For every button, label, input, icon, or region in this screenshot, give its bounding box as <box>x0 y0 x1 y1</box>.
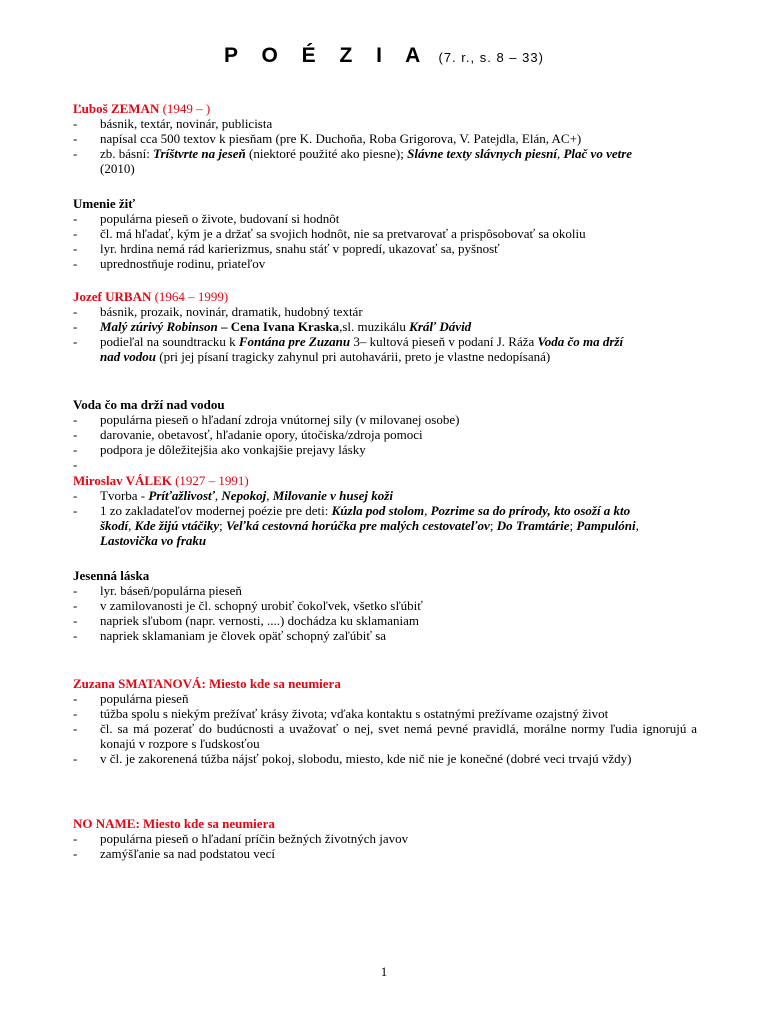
list-item: - zb. básní: Tríštvrte na jeseň (niektoré použité ako piesne); Slávne texty slávnych piesní, Plač vo vetre (2010) <box>73 146 633 176</box>
list-item: - darovanie, obetavosť, hľadanie opory, útočiska/zdroja pomoci <box>73 427 423 442</box>
author-name: Miroslav VÁLEK <box>73 473 172 488</box>
section-umenie-zit <box>73 196 697 271</box>
list-item: - lyr. hrdina nemá rád karierizmus, snahu stáť v popredí, ukazovať sa, pyšnosť <box>73 241 500 256</box>
list-item: - zamýšľanie sa nad podstatou vecí <box>73 846 275 861</box>
work-title: Milovanie v husej koži <box>272 488 393 503</box>
list-item: - v čl. je zakorenená túžba nájsť pokoj, slobodu, miesto, kde nič nie je konečné (dobré veci trvajú vždy) <box>73 751 632 766</box>
title-main: P O É Z I A <box>224 44 430 67</box>
work-title: Lastovička vo fraku <box>100 533 207 548</box>
list-item: - populárna pieseň o živote, budovaní si hodnôt <box>73 211 340 226</box>
song-heading: Zuzana SMATANOVÁ: Miesto kde sa neumiera <box>73 676 341 691</box>
section-valek <box>73 473 697 548</box>
section-zeman <box>73 101 697 176</box>
work-title: Kráľ Dávid <box>409 319 472 334</box>
author-years: (1949 – ) <box>162 101 211 116</box>
list-item: - podieľal na soundtracku k Fontána pre Zuzanu 3– kultová pieseň v podaní J. Ráža Voda čo ma drží nad vodou (pri jej písaní tragicky zahynul pri autohavárii, preto je vlastne nedopísaná) <box>73 334 624 364</box>
page-title <box>0 44 768 68</box>
list-item: - napriek sklamaniam je človek opäť schopný zaľúbiť sa <box>73 628 387 643</box>
list-item: - napísal cca 500 textov k piesňam (pre K. Duchoňa, Roba Grigorova, V. Patejdla, Elán, AC+) <box>73 131 582 146</box>
author-name: Jozef URBAN <box>73 289 152 304</box>
section-smatanova <box>73 676 697 766</box>
list-item: - čl. má hľadať, kým je a držať sa svojich hodnôt, nie sa pretvarovať a prispôsobovať sa okoliu <box>73 226 586 241</box>
list-item: - napriek sľubom (napr. vernosti, ....) dochádza ku sklamaniam <box>73 613 420 628</box>
list-item: - v zamilovanosti je čl. schopný urobiť čokoľvek, všetko sľúbiť <box>73 598 423 613</box>
list-item: - uprednostňuje rodinu, priateľov <box>73 256 266 271</box>
list-item: - Malý zúrivý Robinson – Cena Ivana Kraska,sl. muzikálu Kráľ Dávid <box>73 319 472 334</box>
poem-heading: Umenie žiť <box>73 196 136 211</box>
list-item: - túžba spolu s niekým prežívať krásy života; vďaka kontaktu s ostatnými prežívame ozajstný život <box>73 706 609 721</box>
title-subtitle: (7. r., s. 8 – 33) <box>438 50 544 65</box>
author-heading <box>73 101 697 116</box>
list-item: - lyr. báseň/populárna pieseň <box>73 583 242 598</box>
author-heading <box>73 473 697 488</box>
work-title: Kde žijú vtáčiky <box>134 518 220 533</box>
work-title: Nepokoj <box>221 488 267 503</box>
work-title: Tríštvrte na jeseň <box>153 146 246 161</box>
list-item: - Tvorba - Príťažlivosť, Nepokoj, Milovanie v husej koži <box>73 488 393 503</box>
work-title: Malý zúrivý Robinson <box>100 319 218 334</box>
work-title: Slávne texty slávnych piesní <box>407 146 557 161</box>
section-voda: Voda čo ma drží nad vodou - populárna pieseň o hľadaní zdroja vnútornej sily (v milovanej osobe) - darovanie, obetavosť, hľadanie opory, útočiska/zdroja pomoci - podpora je dôležitejšia ako vonkajšie prejavy lásky - <box>73 397 697 457</box>
author-years: (1964 – 1999) <box>154 289 229 304</box>
work-title: Fontána pre Zuzanu <box>238 334 351 349</box>
work-title: Voda čo ma drží <box>537 334 624 349</box>
author-name: Ľuboš ZEMAN <box>73 101 160 116</box>
list-item: - podpora je dôležitejšia ako vonkajšie prejavy lásky <box>73 442 366 457</box>
author-heading <box>73 289 697 304</box>
section-no-name <box>73 816 697 861</box>
list-item: - básnik, prozaik, novinár, dramatik, hudobný textár <box>73 304 363 319</box>
list-item: - populárna pieseň <box>73 691 189 706</box>
work-title: Plač vo vetre <box>563 146 633 161</box>
poem-heading: Voda čo ma drží nad vodou <box>73 397 225 412</box>
work-title: Pozrime sa do prírody, kto osoží a kto <box>430 503 631 518</box>
work-title: Príťažlivosť <box>148 488 215 503</box>
page-number: 1 <box>380 964 388 979</box>
work-title: Pampulóni <box>576 518 636 533</box>
work-title: Do Tramtárie <box>496 518 570 533</box>
work-title: Kúzla pod stolom <box>331 503 425 518</box>
poem-heading: Jesenná láska <box>73 568 150 583</box>
song-heading: NO NAME: Miesto kde sa neumiera <box>73 816 275 831</box>
list-item: - čl. sa má pozerať do budúcnosti a uvažovať o nej, svet nemá pevné pravidlá, morálne normy ľudia ignorujú a konajú v rozpore s ľudskosťou <box>73 721 697 751</box>
list-item: - 1 zo zakladateľov modernej poézie pre deti: Kúzla pod stolom, Pozrime sa do prírody, kto osoží a kto škodí, Kde žijú vtáčiky; Veľká cestovná horúčka pre malých cestovateľov; Do Tramtárie; Pampulóni, Lastovička vo fraku <box>73 503 639 548</box>
list-item: - populárna pieseň o hľadaní príčin bežných životných javov <box>73 831 409 846</box>
author-years: (1927 – 1991) <box>175 473 249 488</box>
work-title: Veľká cestovná horúčka pre malých cestovateľov <box>226 518 490 533</box>
list-item: - populárna pieseň o hľadaní zdroja vnútornej sily (v milovanej osobe) <box>73 412 460 427</box>
list-item: - básnik, textár, novinár, publicista <box>73 116 273 131</box>
section-urban <box>73 289 697 364</box>
section-jesenna-laska <box>73 568 697 643</box>
